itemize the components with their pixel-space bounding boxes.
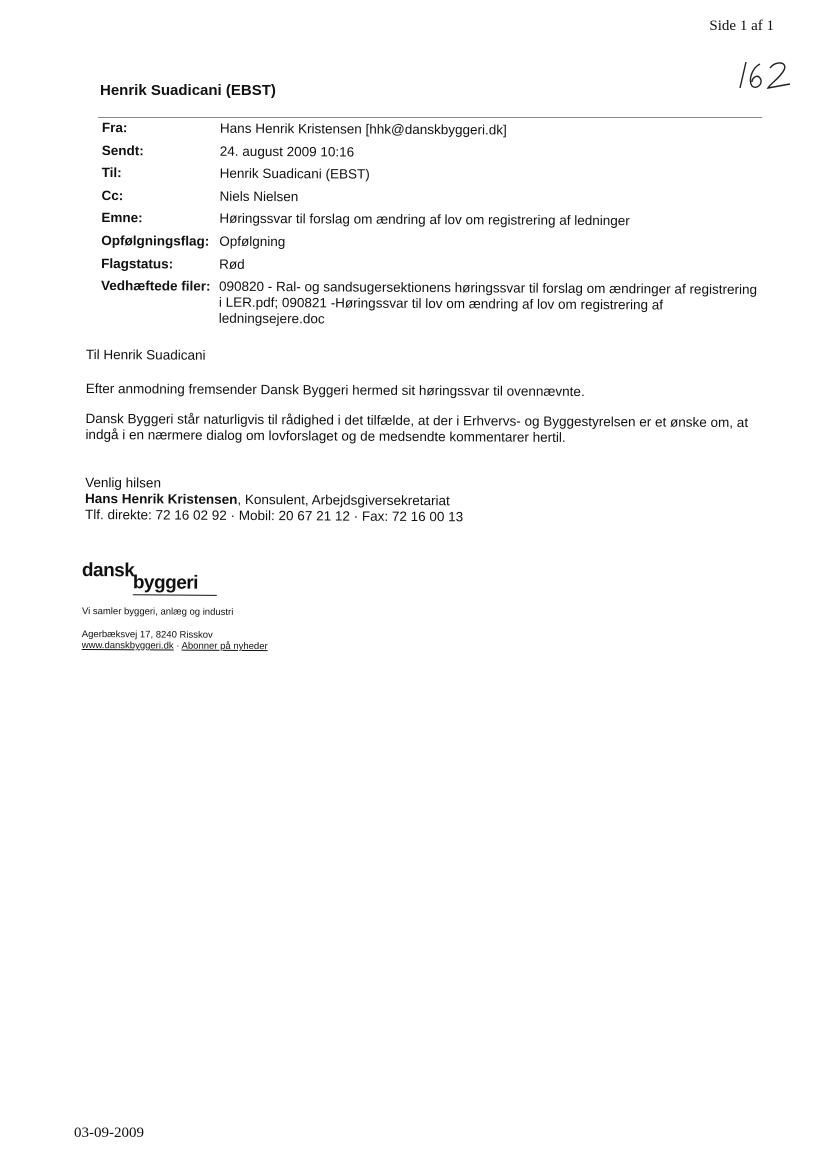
logo-text-byggeri: byggeri <box>132 572 199 594</box>
header-value: Henrik Suadicani (EBST) <box>219 165 370 182</box>
closing: Venlig hilsen <box>85 474 162 491</box>
header-divider <box>98 117 762 118</box>
body-paragraph: Dansk Byggeri står naturligvis til rådighed i det tilfælde, at der i Erhvervs- og Byggestyrelsen er et ønske om, at indgå i en nærmere dialog om lovforslaget og de medsendte kommentarer hertil. <box>85 410 749 445</box>
header-label: Emne: <box>101 210 143 226</box>
page-number-header: Side 1 af 1 <box>709 18 774 34</box>
header-label: Opfølgningsflag: <box>101 232 210 249</box>
company-tagline: Vi samler byggeri, anlæg og industri <box>81 606 234 618</box>
header-value: 24. august 2009 10:16 <box>219 143 355 160</box>
body-paragraph: Efter anmodning fremsender Dansk Byggeri hermed sit høringssvar til ovennævnte. <box>85 380 585 400</box>
link-separator: · <box>173 640 182 652</box>
phone-line: Tlf. direkte: 72 16 02 92 · Mobil: 20 67 21 12 · Fax: 72 16 00 13 <box>84 506 464 525</box>
signature-name: Hans Henrik Kristensen <box>85 490 238 507</box>
header-label: Vedhæftede filer: <box>100 278 211 294</box>
email-body <box>85 347 766 527</box>
company-address: Agerbæksvej 17, 8240 Risskov <box>81 628 213 641</box>
header-label: Flagstatus: <box>101 255 174 271</box>
logo-underline <box>133 594 217 596</box>
subscribe-link[interactable]: Abonner på nyheder <box>181 640 268 653</box>
header-label: Cc: <box>101 187 124 203</box>
signature-footer <box>82 606 268 652</box>
header-value: Hans Henrik Kristensen [hhk@danskbyggeri.dk] <box>219 120 507 138</box>
greeting: Til Henrik Suadicani <box>85 347 206 363</box>
dansk-byggeri-logo <box>82 560 222 597</box>
header-value: Opfølgning <box>219 233 286 250</box>
print-date-footer: 03-09-2009 <box>74 1125 144 1141</box>
website-link[interactable]: www.danskbyggeri.dk <box>81 639 174 652</box>
email-header-table <box>101 120 760 337</box>
attachments-value: 090820 - Ral- og sandsugersektionens høringssvar til forslag om ændringer af registrering i LER.pdf; 090821 -Høringssvar til lov om ændring af lov om registrering af ledningsejere.doc <box>218 278 758 327</box>
header-label: Sendt: <box>101 142 144 158</box>
header-row-attachments <box>101 278 759 337</box>
handwritten-page-number <box>730 54 800 94</box>
header-value: Rød <box>219 256 245 272</box>
footer-links <box>82 640 268 652</box>
signature-title: , Konsulent, Arbejdsgiversekretariat <box>237 491 450 509</box>
header-value: Høringssvar til forslag om ændring af lov om registrering af ledninger <box>219 211 630 229</box>
header-label: Fra: <box>101 120 128 136</box>
header-value: Niels Nielsen <box>219 188 299 204</box>
logo-text-dansk: dansk <box>81 560 135 582</box>
mailbox-owner-title: Henrik Suadicani (EBST) <box>100 82 276 99</box>
header-label: Til: <box>101 165 122 181</box>
